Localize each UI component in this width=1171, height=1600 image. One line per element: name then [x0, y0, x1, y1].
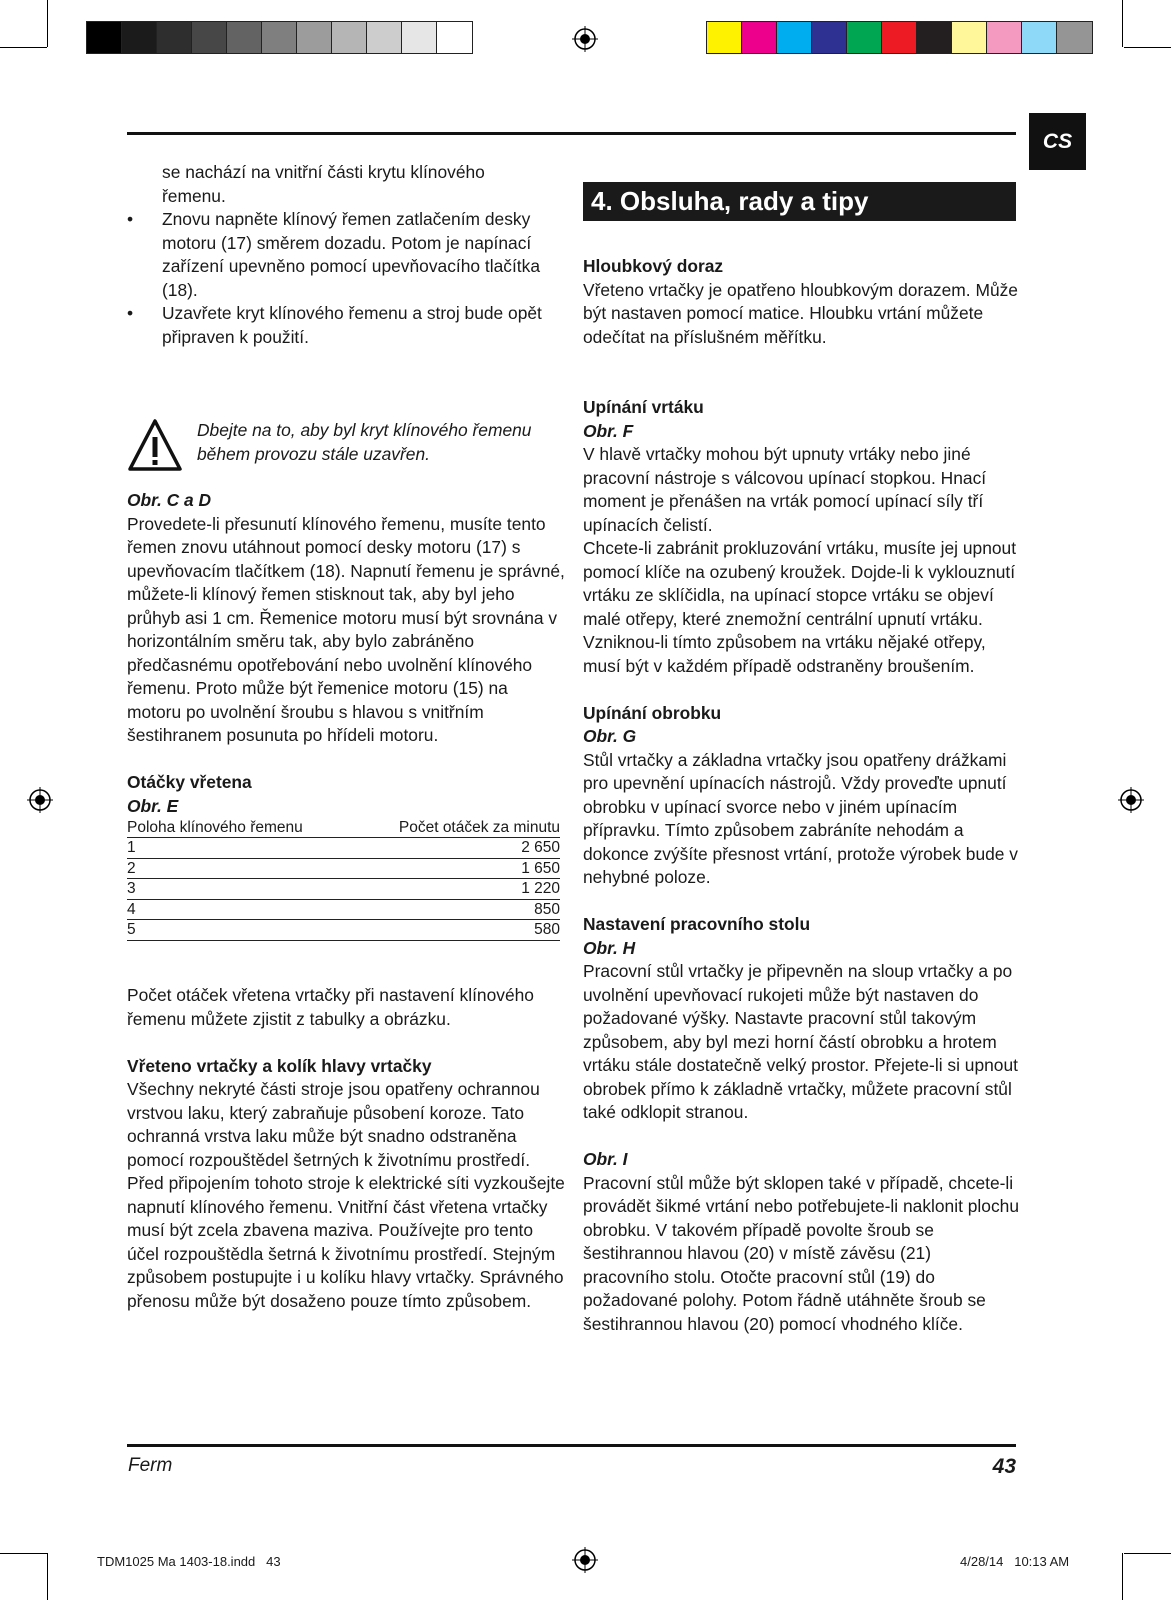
color-swatch	[707, 22, 742, 53]
color-swatch	[367, 22, 402, 53]
speed-table	[127, 818, 560, 941]
figure-ref: Obr. F	[583, 420, 634, 441]
color-swatch	[952, 22, 987, 53]
table-header: Počet otáček za minutu	[353, 818, 560, 838]
crop-mark	[1122, 0, 1123, 47]
paragraph: Všechny nekryté části stroje jsou opatřeny ochrannou vrstvou laku, který zabraňuje působení koroze. Tato ochranná vrstva laku může být snadno odstraněna pomocí rozpouštědel šetrných k životnímu prostředí. Před připojením tohoto stroje k elektrické síti vyzkoušejte napnutí klínového řemenu. Vnitřní část vřetena vrtačky musí být zcela zbavena maziva. Používejte pro tento účel rozpouštědla šetrná k životnímu prostředí. Stejným způsobem postupujte i u kolíku hlavy vrtačky. Správného přenosu může být dosaženo pouze tímto způsobem.	[127, 1079, 565, 1311]
color-swatch	[192, 22, 227, 53]
crop-mark	[0, 47, 47, 48]
figure-ref: Obr. I	[583, 1149, 628, 1169]
table-cell: 2	[127, 858, 353, 879]
crop-mark	[1124, 1553, 1171, 1554]
registration-mark-icon	[1118, 787, 1144, 813]
color-swatch	[1057, 22, 1092, 53]
bullet: •	[127, 209, 134, 229]
section-heading: Upínání vrtáku	[583, 397, 704, 417]
intro-line: řemenu.	[162, 185, 226, 206]
header-rule	[127, 132, 1016, 135]
intro-line: se nachází na vnitřní části krytu klínového	[162, 162, 485, 182]
figure-ref: Obr. G	[583, 726, 637, 746]
color-swatch	[262, 22, 297, 53]
paragraph: V hlavě vrtačky mohou být upnuty vrtáky nebo jiné pracovní nástroje s válcovou upínací stopkou. Hnací moment je přenášen na vrták pomocí upínací síly tří upínacích čelistí.	[583, 444, 987, 535]
table-cell: 4	[127, 899, 353, 920]
section-heading: Upínání obrobku	[583, 702, 722, 723]
slug-file: TDM1025 Ma 1403-18.indd 43	[97, 1554, 281, 1569]
section-title: 4. Obsluha, rady a tipy	[583, 182, 1016, 221]
left-column-top	[127, 161, 567, 349]
color-swatch	[847, 22, 882, 53]
footer-brand: Ferm	[128, 1455, 173, 1476]
paragraph: Pracovní stůl může být sklopen také v případě, chcete-li provádět šikmé vrtání nebo potřebujete-li naklonit plochu obrobku. V takovém případě povolte šroub se šestihrannou hlavou (20) v místě závěsu (21) pracovního stolu. Otočte pracovní stůl (19) do požadované polohy. Potom řádně utáhněte šroub se šestihrannou hlavou (20) pomocí vhodného klíče.	[583, 1172, 1019, 1334]
color-swatch	[882, 22, 917, 53]
right-column	[583, 255, 1019, 1336]
table-cell: 1	[127, 838, 353, 859]
table-row	[127, 920, 560, 941]
crop-mark	[47, 1553, 48, 1600]
paragraph: Vřeteno vrtačky je opatřeno hloubkovým dorazem. Může být nastaven pomocí matice. Hloubku vrtání můžete odečítat na příslušném měřítku.	[583, 279, 1018, 347]
section-heading: Vřeteno vrtačky a kolík hlavy vrtačky	[127, 1055, 432, 1076]
figure-ref: Obr. E	[127, 795, 179, 816]
table-header: Poloha klínového řemenu	[127, 818, 353, 838]
section-heading: Otáčky vřetena	[127, 772, 252, 792]
color-swatch	[227, 22, 262, 53]
footer-rule	[127, 1444, 1016, 1447]
left-column-main	[127, 489, 565, 1313]
figure-ref: Obr. H	[583, 937, 636, 958]
table-header-row	[127, 818, 560, 838]
section-heading: Hloubkový doraz	[583, 256, 724, 276]
list-item	[127, 208, 567, 302]
color-swatch	[777, 22, 812, 53]
table-cell: 1 650	[353, 858, 560, 879]
table-cell: 5	[127, 920, 353, 941]
color-swatch	[812, 22, 847, 53]
registration-mark-icon	[572, 1547, 598, 1573]
crop-mark	[1122, 1553, 1123, 1600]
crop-mark	[47, 0, 48, 47]
table-cell: 1 220	[353, 879, 560, 900]
paragraph: Stůl vrtačky a základna vrtačky jsou opatřeny drážkami pro upevnění upínacích nástrojů. Vždy proveďte upnutí obrobku v upínací svorce nebo v jiném upínacím přípravku. Tímto způsobem zabráníte nehodám a dokonce zvýšíte přesnost vrtání, protože výrobek bude v nehybné poloze.	[583, 749, 1018, 887]
table-row	[127, 879, 560, 900]
figure-ref: Obr. C a D	[127, 490, 212, 510]
color-swatch	[742, 22, 777, 53]
color-swatch	[1022, 22, 1057, 53]
color-swatch	[122, 22, 157, 53]
crop-mark	[1124, 47, 1171, 48]
paragraph: Pracovní stůl vrtačky je připevněn na sloup vrtačky a po uvolnění upevňovací rukojeti může být nastaven do požadované výšky. Nastavte pracovní stůl takovým způsobem, aby byl mezi horní částí obrobku a hrotem vrtáku stále dostatečně velký prostor. Přejete-li si upnout obrobek přímo k základně vrtačky, můžete pracovní stůl také odklopit stranou.	[583, 961, 1018, 1122]
color-swatch	[297, 22, 332, 53]
color-swatch	[87, 22, 122, 53]
table-cell: 3	[127, 879, 353, 900]
bullet: •	[127, 303, 134, 323]
language-tab	[1029, 113, 1086, 170]
color-swatch	[157, 22, 192, 53]
color-swatch	[332, 22, 367, 53]
registration-mark-icon	[572, 26, 598, 52]
color-swatch	[917, 22, 952, 53]
crop-mark	[0, 1553, 47, 1554]
table-row	[127, 858, 560, 879]
section-heading: Nastavení pracovního stolu	[583, 914, 811, 934]
paragraph: Provedete-li přesunutí klínového řemenu, musíte tento řemen znovu utáhnout pomocí desky motoru (17) s upevňovacím tlačítkem (18). Napnutí řemenu je správné, můžete-li klínový řemen stisknout tak, aby byl jeho průhyb asi 1 cm. Řemenice motoru musí být srovnána v horizontálním směru tak, aby bylo zabráněno předčasnému opotřebování nebo uvolnění klínového řemenu. Proto může být řemenice motoru (15) na motoru po uvolnění šroubu s hlavou s vnitřním šestihranem posunuta po hřídeli motoru.	[127, 513, 565, 745]
list-item-text: Uzavřete kryt klínového řemenu a stroj bude opět připraven k použití.	[162, 303, 542, 347]
grayscale-color-bar	[86, 21, 473, 54]
table-cell: 2 650	[353, 838, 560, 859]
registration-mark-icon	[27, 787, 53, 813]
list-item-text: Znovu napněte klínový řemen zatlačením desky motoru (17) směrem dozadu. Potom je napínací zařízení upevněno pomocí upevňovacího tlačítka (18).	[162, 209, 541, 300]
language-code: CS	[1042, 129, 1073, 153]
slug-date: 4/28/14 10:13 AM	[960, 1554, 1070, 1569]
color-swatch	[402, 22, 437, 53]
color-swatch	[437, 22, 472, 53]
table-row	[127, 838, 560, 859]
table-cell: 850	[353, 899, 560, 920]
list-item	[127, 302, 567, 349]
paragraph: Počet otáček vřetena vrtačky při nastavení klínového řemenu můžete zjistit z tabulky a obrázku.	[127, 985, 534, 1029]
cmyk-color-bar	[706, 21, 1093, 54]
color-swatch	[987, 22, 1022, 53]
warning-icon	[127, 418, 183, 474]
page-number: 43	[992, 1455, 1016, 1478]
paragraph: Chcete-li zabránit prokluzování vrtáku, musíte jej upnout pomocí klíče na ozubený kroužek. Dojde-li k vyklouznutí vrtáku ze sklíčidla, na upínací stopce vrtáku se objeví malé otřepy, které znemožní centrální upnutí vrtáku. Vzniknou-li tímto způsobem na vrtáku nějaké otřepy, musí být v každém případě odstraněny broušením.	[583, 538, 1017, 676]
table-row	[127, 899, 560, 920]
table-cell: 580	[353, 920, 560, 941]
warning-text: Dbejte na to, aby byl kryt klínového řemenu během provozu stále uzavřen.	[197, 420, 532, 464]
